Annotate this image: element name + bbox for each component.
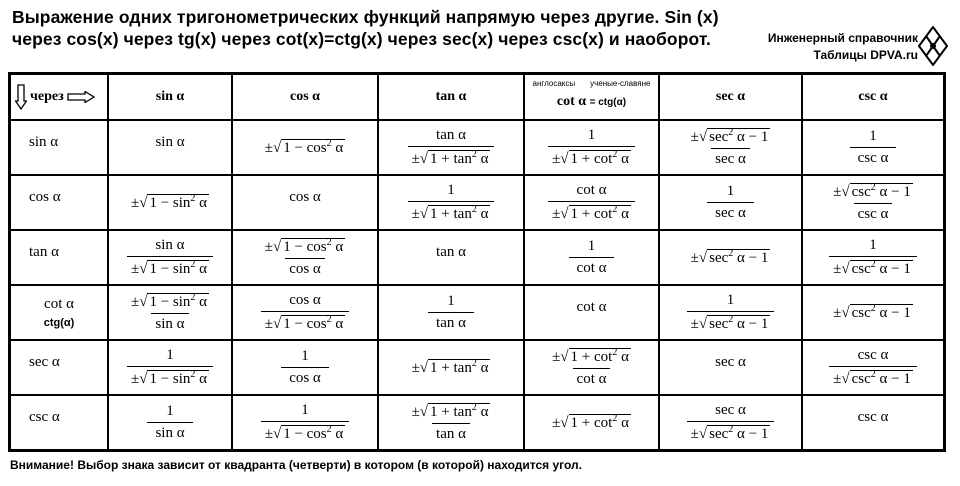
header-sin: sin α [109, 75, 233, 121]
cell-sin-cot: $\frac{1}{\pm√ 1 + \cot^2 \alpha}$ [525, 121, 660, 176]
cell-cos-sin: ±√ $1 - \sin^2 \alpha$ [109, 176, 233, 231]
cell-csc-csc: csc α [857, 409, 889, 425]
cell-cot-cos: $\frac{\text{cos α}}{\pm√ 1 - \cos^2 \alpha}$ [233, 286, 379, 341]
header-via-cell [11, 75, 109, 121]
cell-cos-csc: $\frac{\pm√ \csc^2 \alpha - 1}{\text{csc α}}$ [803, 176, 943, 231]
row-label-csc: csc α [11, 396, 109, 449]
page-title: Выражение одних тригонометрических функций напрямую через другие. Sin (x) через cos(x) через tg(x) через cot(x)=ctg(x) через sec(x) через csc(x) и наоборот. [12, 7, 719, 49]
cell-sec-sec: sec α [660, 341, 803, 396]
cell-csc-cot: ±√ $1 + \cot^2 \alpha$ [525, 396, 660, 449]
conversion-table [8, 72, 946, 452]
via-label: через [30, 89, 64, 104]
cell-tan-sin: $\frac{\text{sin α}}{\pm√ 1 - \sin^2 \alpha}$ [109, 231, 233, 286]
cell-sin-tan: $\frac{\text{tan α}}{\pm√ 1 + \tan^2 \alpha}$ [379, 121, 525, 176]
cell-cos-cot: $\frac{\text{cot α}}{\pm√ 1 + \cot^2 \alpha}$ [525, 176, 660, 231]
cell-sin-cos: ±√ $1 - \cos^2 \alpha$ [233, 121, 379, 176]
cot-notes [525, 79, 658, 88]
cell-cot-cot: cot α [525, 286, 660, 341]
header-tan: tan α [379, 75, 525, 121]
cell-csc-sec: $\frac{\text{sec α}}{\pm√ \sec^2 \alpha - 1}$ [660, 396, 803, 449]
arrow-right-icon [67, 91, 95, 103]
row-label-cot-alt: ctg(α) [43, 317, 75, 329]
arrow-down-icon [15, 84, 27, 110]
brand-line-2: Таблицы DPVA.ru [813, 48, 918, 62]
cell-sec-tan: ±√ $1 + \tan^2 \alpha$ [379, 341, 525, 396]
cell-csc-cos: $\frac{1}{\pm√ 1 - \cos^2 \alpha}$ [233, 396, 379, 449]
cell-sec-sin: $\frac{1}{\pm√ 1 - \sin^2 \alpha}$ [109, 341, 233, 396]
row-label-sec: sec α [11, 341, 109, 396]
header-cot [525, 75, 660, 121]
cell-sin-sin: sin α [109, 121, 233, 176]
header-cos: cos α [233, 75, 379, 121]
cell-csc-tan: $\frac{\pm√ 1 + \tan^2 \alpha}{\text{tan α}}$ [379, 396, 525, 449]
brand-block [748, 30, 918, 64]
footer-note: Внимание! Выбор знака зависит от квадранта (четверти) в котором (в которой) находится угол. [10, 458, 582, 472]
cell-cos-tan: $\frac{1}{\pm√ 1 + \tan^2 \alpha}$ [379, 176, 525, 231]
cell-tan-csc: $\frac{1}{\pm√ \csc^2 \alpha - 1}$ [803, 231, 943, 286]
cell-sin-sec: $\frac{\pm√ \sec^2 \alpha - 1}{\text{sec α}}$ [660, 121, 803, 176]
row-label-cot-main: cot α [44, 296, 74, 312]
header-sec: sec α [660, 75, 803, 121]
dpva-logo-icon [918, 26, 948, 66]
cell-tan-cot: $\frac{1}{\text{cot α}}$ [525, 231, 660, 286]
cell-cot-tan: $\frac{1}{\text{tan α}}$ [379, 286, 525, 341]
cell-cot-sin: $\frac{\pm√ 1 - \sin^2 \alpha}{\text{sin α}}$ [109, 286, 233, 341]
cell-sec-csc: $\frac{\text{csc α}}{\pm√ \csc^2 \alpha - 1}$ [803, 341, 943, 396]
cell-tan-sec: ±√ $\sec^2 \alpha - 1$ [660, 231, 803, 286]
cell-sin-csc: $\frac{1}{\text{csc α}}$ [803, 121, 943, 176]
cell-cos-sec: $\frac{1}{\text{sec α}}$ [660, 176, 803, 231]
row-label-tan: tan α [11, 231, 109, 286]
cell-cos-cos: cos α [233, 176, 379, 231]
row-label-sin: sin α [11, 121, 109, 176]
cot-title: cot α = ctg(α) [556, 94, 627, 109]
cell-cot-csc: ±√ $\csc^2 \alpha - 1$ [803, 286, 943, 341]
cot-eq: = ctg(α) [589, 97, 627, 108]
row-label-cot [11, 286, 109, 341]
header-csc: csc α [803, 75, 943, 121]
cell-sec-cos: $\frac{1}{\text{cos α}}$ [233, 341, 379, 396]
cell-tan-cos: $\frac{\pm√ 1 - \cos^2 \alpha}{\text{cos α}}$ [233, 231, 379, 286]
cot-note-slavic: ученые-славяне [590, 79, 651, 88]
brand-line-1: Инженерный справочник [767, 31, 918, 45]
cot-note-anglo: англосаксы [532, 79, 576, 88]
cell-sec-cot: $\frac{\pm√ 1 + \cot^2 \alpha}{\text{cot α}}$ [525, 341, 660, 396]
cell-cot-sec: $\frac{1}{\pm√ \sec^2 \alpha - 1}$ [660, 286, 803, 341]
row-label-cos: cos α [11, 176, 109, 231]
cell-tan-tan: tan α [379, 231, 525, 286]
cell-csc-sin: $\frac{1}{\text{sin α}}$ [109, 396, 233, 449]
